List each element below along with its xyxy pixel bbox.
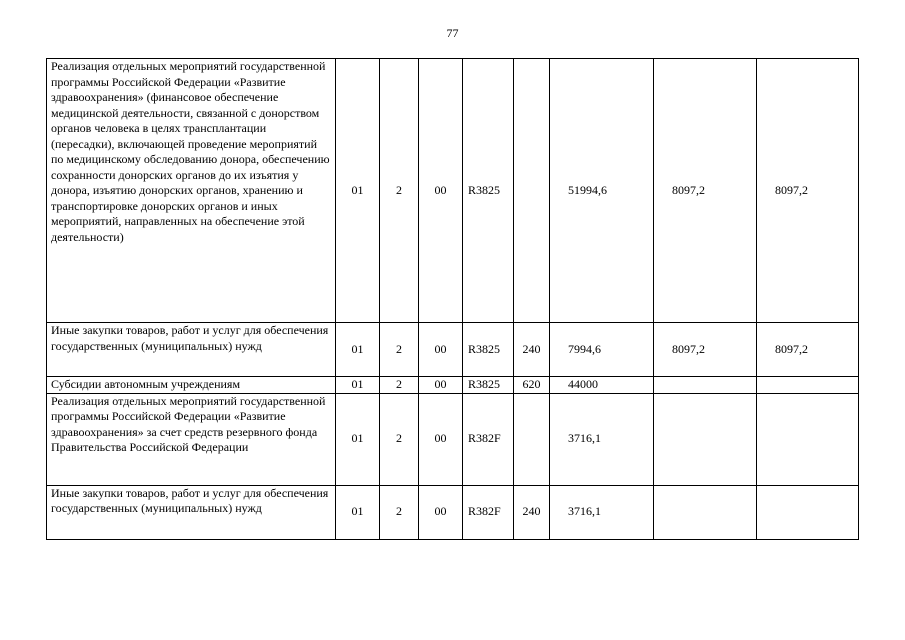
code-expense-type: 240 (514, 485, 550, 539)
row-description: Иные закупки товаров, работ и услуг для обеспечения государственных (муниципальных) нужд (47, 323, 336, 377)
code-target: R3825 (463, 377, 514, 394)
code-subsection: 2 (380, 485, 419, 539)
code-section: 01 (336, 59, 380, 323)
amount-year2 (654, 377, 757, 394)
budget-table (46, 58, 859, 540)
row-description: Реализация отдельных мероприятий государственной программы Российской Федерации «Развитие здравоохранения» за счет средств резервного фонда Правительства Российской Федерации (47, 393, 336, 485)
code-program: 00 (419, 323, 463, 377)
code-target: R382F (463, 393, 514, 485)
code-program: 00 (419, 377, 463, 394)
code-target: R3825 (463, 323, 514, 377)
amount-year1: 7994,6 (550, 323, 654, 377)
amount-year2: 8097,2 (654, 59, 757, 323)
table-row (47, 393, 859, 485)
code-section: 01 (336, 393, 380, 485)
amount-year3 (757, 377, 859, 394)
code-subsection: 2 (380, 393, 419, 485)
code-program: 00 (419, 59, 463, 323)
amount-year1: 3716,1 (550, 485, 654, 539)
code-subsection: 2 (380, 59, 419, 323)
table-row (47, 377, 859, 394)
code-section: 01 (336, 323, 380, 377)
code-program: 00 (419, 485, 463, 539)
page-number: 77 (446, 26, 459, 40)
amount-year2 (654, 393, 757, 485)
code-expense-type (514, 393, 550, 485)
code-expense-type: 240 (514, 323, 550, 377)
table-row (47, 485, 859, 539)
amount-year3: 8097,2 (757, 323, 859, 377)
code-section: 01 (336, 485, 380, 539)
table-row (47, 59, 859, 323)
amount-year2 (654, 485, 757, 539)
amount-year3: 8097,2 (757, 59, 859, 323)
amount-year3 (757, 393, 859, 485)
code-section: 01 (336, 377, 380, 394)
code-program: 00 (419, 393, 463, 485)
code-target: R382F (463, 485, 514, 539)
code-expense-type (514, 59, 550, 323)
code-expense-type: 620 (514, 377, 550, 394)
row-description: Иные закупки товаров, работ и услуг для обеспечения государственных (муниципальных) нужд (47, 485, 336, 539)
amount-year1: 51994,6 (550, 59, 654, 323)
amount-year1: 44000 (550, 377, 654, 394)
amount-year3 (757, 485, 859, 539)
row-description: Реализация отдельных мероприятий государственной программы Российской Федерации «Развитие здравоохранения» (финансовое обеспечение медицинской деятельности, связанной с донорством органов человека в целях трансплантации (пересадки), включающей проведение мероприятий по медицинскому обследованию донора, обеспечению сохранности донорских органов до их изъятия у донора, изъятию донорских органов, хранению и транспортировке донорских органов и иных мероприятий, направленных на обеспечение этой деятельности) (47, 59, 336, 323)
amount-year2: 8097,2 (654, 323, 757, 377)
row-description: Субсидии автономным учреждениям (47, 377, 336, 394)
table-row (47, 323, 859, 377)
code-subsection: 2 (380, 377, 419, 394)
code-target: R3825 (463, 59, 514, 323)
amount-year1: 3716,1 (550, 393, 654, 485)
code-subsection: 2 (380, 323, 419, 377)
